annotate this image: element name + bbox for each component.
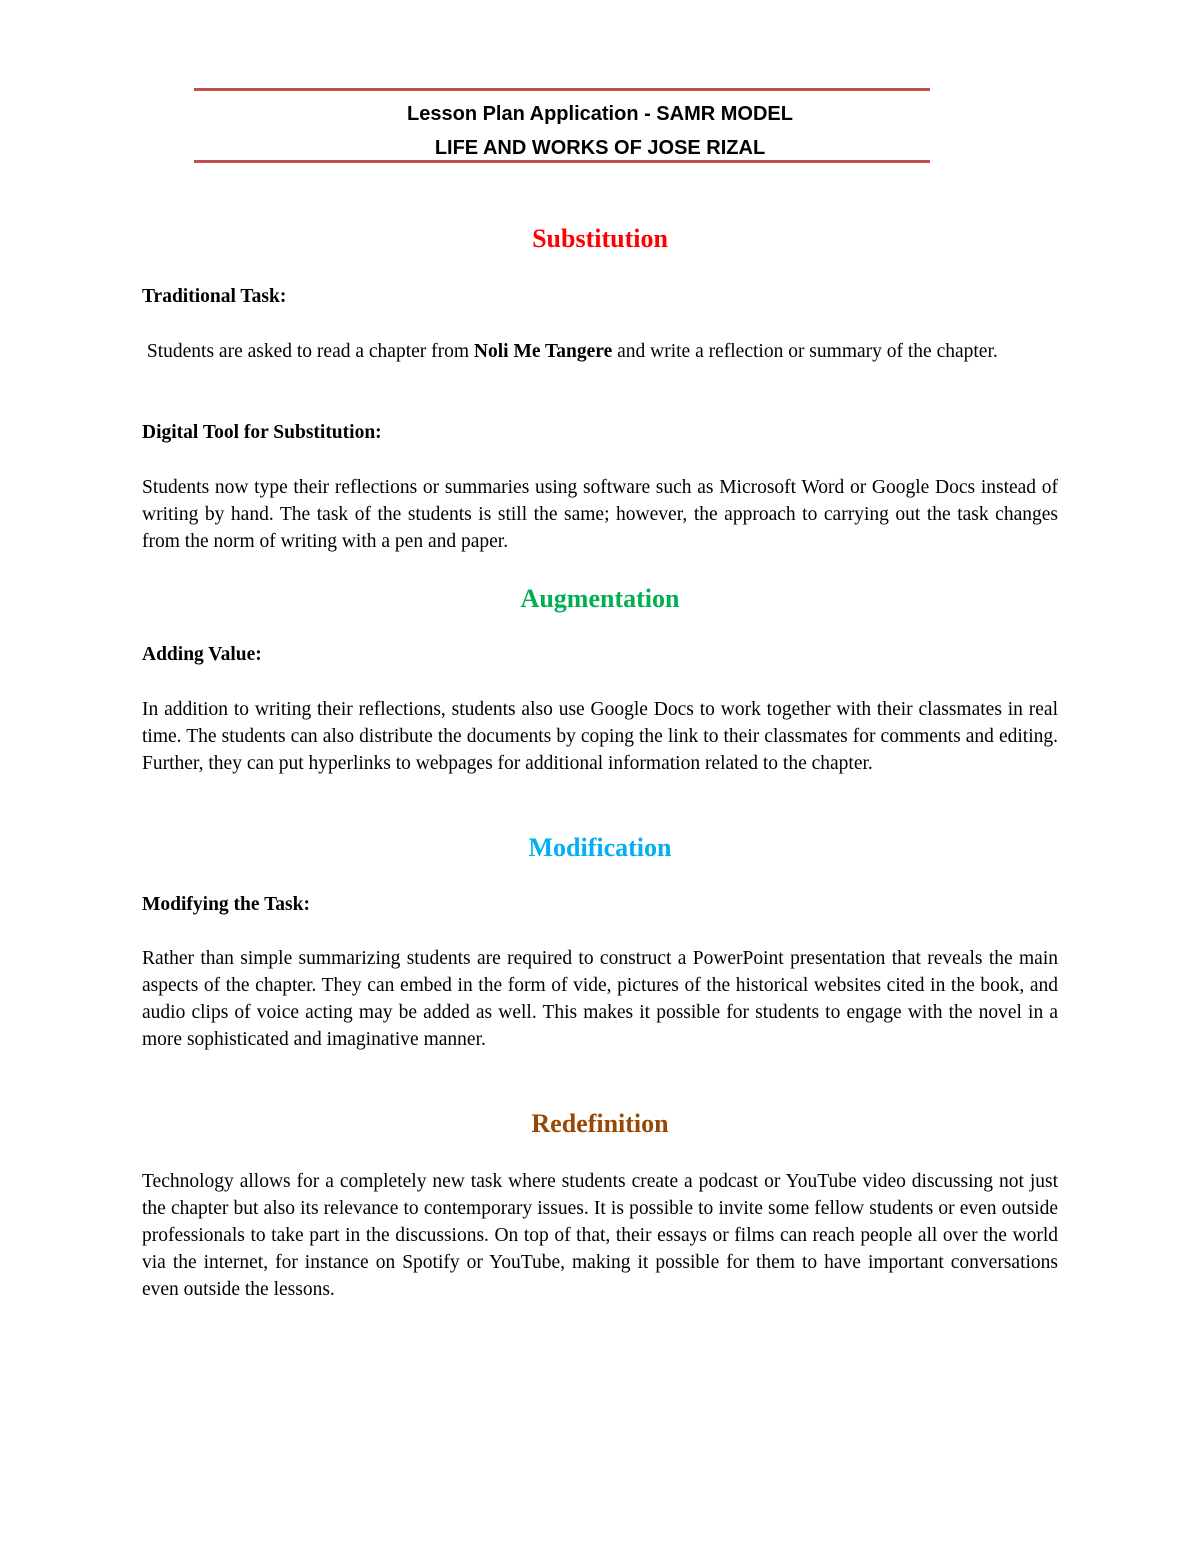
redefinition-text: Technology allows for a completely new task where students create a podcast or YouTube video discussing not just the chapter but also its relevance to contemporary issues. It is possible to invite some fellow students or even outside professionals to take part in the discussions. On top of that, their essays or films can reach people all over the world via the internet, for instance on Spotify or YouTube, making it possible for them to have important conversations even outside the lessons.: [142, 1171, 1058, 1300]
digital-tool-text: Students now type their reflections or summaries using software such as Microsoft Word or Google Docs instead of writing by hand. The task of the students is still the same; however, the approach to carrying out the task changes from the norm of writing with a pen and paper.: [142, 477, 1058, 552]
adding-value-label: Adding Value:: [142, 644, 262, 665]
traditional-task-text-start: Students are asked to read a chapter from: [142, 341, 474, 362]
modifying-task-text: Rather than simple summarizing students are required to construct a PowerPoint presentation that reveals the main aspects of the chapter. They can embed in the form of vide, pictures of the historical websites cited in the book, and audio clips of voice acting may be added as well. This makes it possible for students to engage with the novel in a more sophisticated and imaginative manner.: [142, 948, 1058, 1050]
novel-title: Noli Me Tangere: [473, 341, 613, 362]
document-title: Lesson Plan Application - SAMR MODEL: [407, 103, 793, 125]
adding-value-text: In addition to writing their reflections, students also use Google Docs to work together with their classmates in real time. The students can also distribute the documents by coping the link to their classmates for comments and editing. Further, they can put hyperlinks to webpages for additional information related to the chapter.: [142, 699, 1058, 774]
traditional-task-label: Traditional Task:: [142, 286, 287, 307]
redefinition-heading: Redefinition: [531, 1109, 669, 1138]
digital-tool-label: Digital Tool for Substitution:: [142, 422, 382, 443]
traditional-task-text-end: and write a reflection or summary of the chapter.: [612, 341, 998, 362]
header-top-rule: [194, 88, 930, 91]
augmentation-heading: Augmentation: [520, 584, 680, 613]
modification-heading: Modification: [528, 833, 672, 862]
substitution-heading: Substitution: [532, 224, 668, 253]
traditional-task-text: [142, 338, 1058, 365]
header-bottom-rule: [194, 160, 930, 163]
modifying-task-label: Modifying the Task:: [142, 894, 310, 915]
document-subtitle: LIFE AND WORKS OF JOSE RIZAL: [434, 137, 766, 159]
